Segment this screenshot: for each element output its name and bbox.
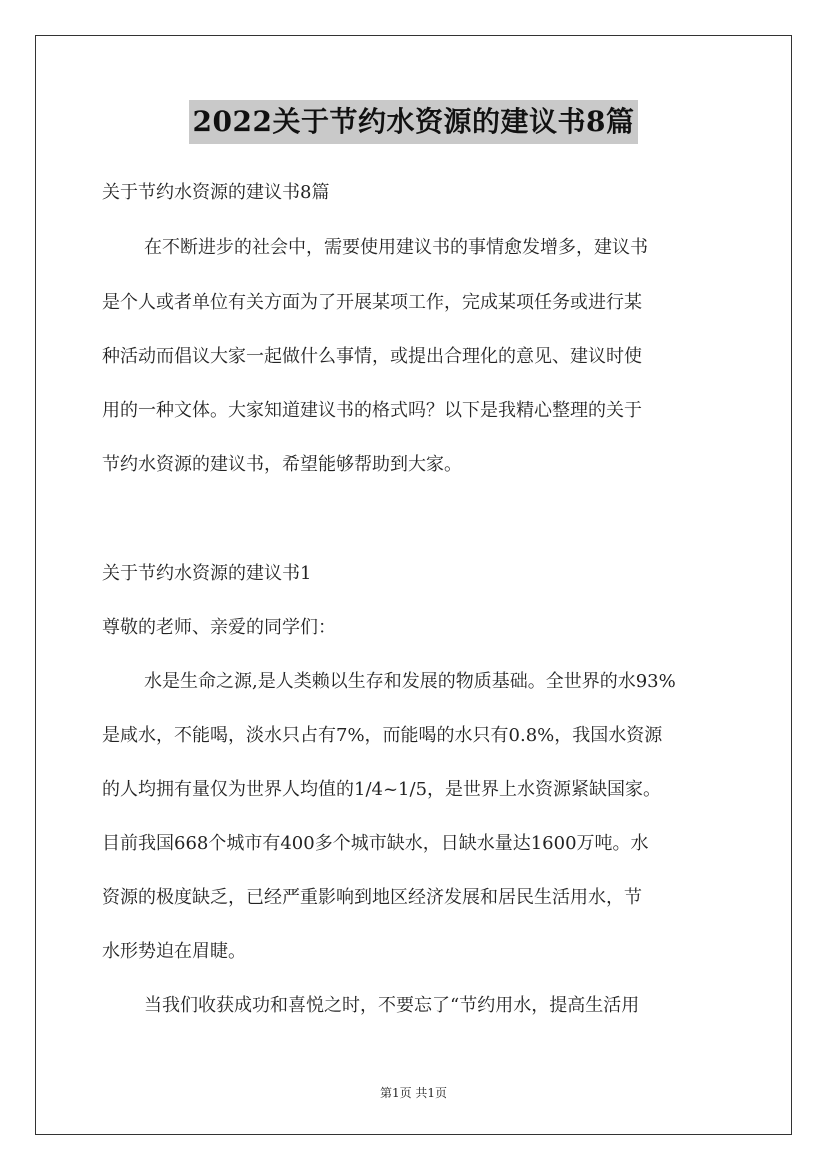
body-line: 水形势迫在眉睫。 <box>102 941 246 962</box>
salutation: 尊敬的老师、亲爱的同学们： <box>102 617 336 638</box>
body-line: 资源的极度缺乏，已经严重影响到地区经济发展和居民生活用水，节 <box>102 887 642 908</box>
body-line: 当我们收获成功和喜悦之时，不要忘了“节约用水，提高生活用 <box>144 995 640 1016</box>
document-title: 2022关于节约水资源的建议书8篇 <box>189 100 639 144</box>
intro-line: 用的一种文体。大家知道建议书的格式吗？以下是我精心整理的关于 <box>102 400 642 421</box>
body-line: 是咸水，不能喝，淡水只占有7%，而能喝的水只有0.8%，我国水资源 <box>102 725 663 746</box>
subtitle: 关于节约水资源的建议书8篇 <box>102 182 330 203</box>
intro-line: 节约水资源的建议书，希望能够帮助到大家。 <box>102 454 462 475</box>
intro-line: 种活动而倡议大家一起做什么事情，或提出合理化的意见、建议时使 <box>102 346 642 367</box>
body-line: 水是生命之源,是人类赖以生存和发展的物质基础。全世界的水93% <box>144 671 676 692</box>
page-footer: 第1页 共1页 <box>379 1086 448 1100</box>
body-line: 目前我国668个城市有400多个城市缺水，日缺水量达1600万吨。水 <box>102 833 649 854</box>
intro-line: 是个人或者单位有关方面为了开展某项工作，完成某项任务或进行某 <box>102 292 642 313</box>
section-heading: 关于节约水资源的建议书1 <box>102 563 312 584</box>
body-line: 的人均拥有量仅为世界人均值的1/4~1/5，是世界上水资源紧缺国家。 <box>102 779 662 800</box>
intro-line: 在不断进步的社会中，需要使用建议书的事情愈发增多，建议书 <box>144 237 648 258</box>
